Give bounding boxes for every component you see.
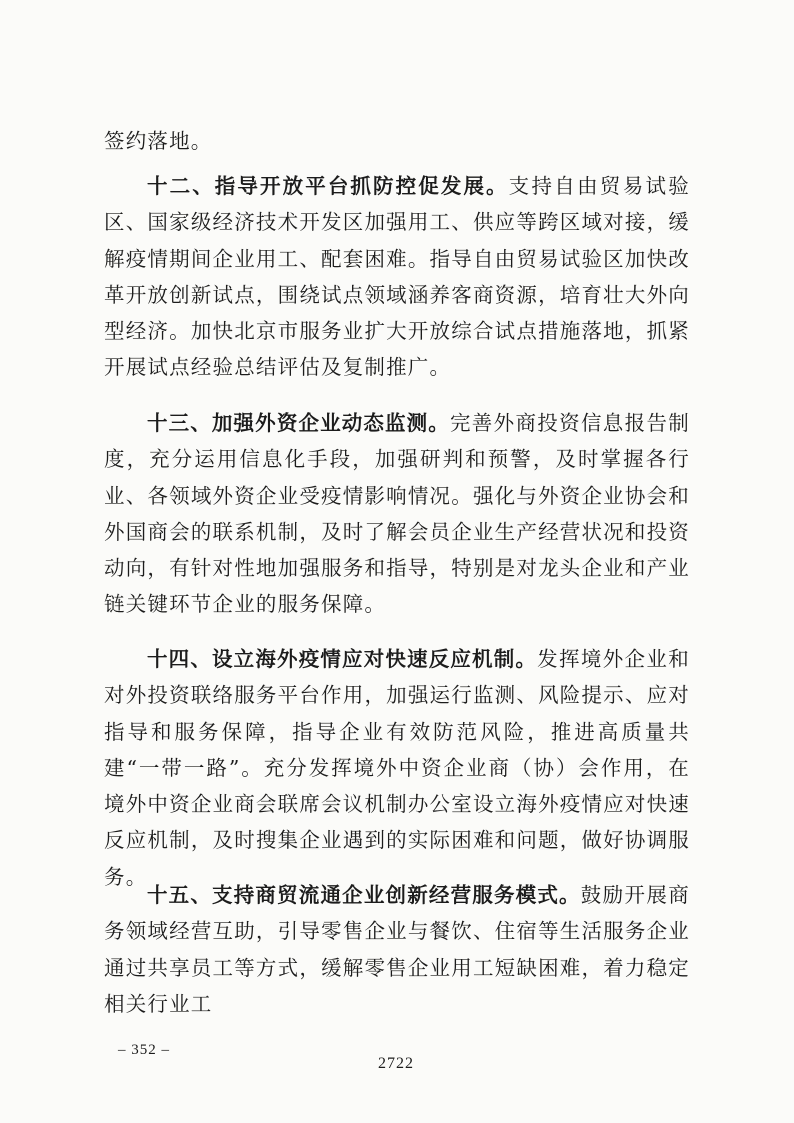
- paragraph-item-14: [104, 641, 690, 895]
- item-12-heading: 十二、指导开放平台抓防控促发展。: [147, 174, 509, 198]
- item-15-text: 鼓励开展商务领域经营互助，引导零售企业与餐饮、住宿等生活服务企业通过共享员工等方式，缓解零售企业用工短缺困难，着力稳定相关行业工: [104, 883, 690, 1016]
- item-12-text: 支持自由贸易试验区、国家级经济技术开发区加强用工、供应等跨区域对接，缓解疫情期间企业用工、配套困难。指导自由贸易试验区加快改革开放创新试点，围绕试点领域涵养客商资源，培育壮大外向型经济。加快北京市服务业扩大开放综合试点措施落地，抓紧开展试点经验总结评估及复制推广。: [104, 174, 690, 380]
- continuation-text: 签约落地。: [104, 129, 213, 153]
- stamp-number: 2722: [378, 1055, 414, 1072]
- paragraph-item-13: [104, 405, 690, 623]
- paragraph-item-15: [104, 877, 690, 1022]
- item-13-text: 完善外商投资信息报告制度，充分运用信息化手段，加强研判和预警，及时掌握各行业、各领域外资企业受疫情影响情况。强化与外资企业协会和外国商会的联系机制，及时了解会员企业生产经营状况和投资动向，有针对性地加强服务和指导，特别是对龙头企业和产业链关键环节企业的服务保障。: [104, 411, 691, 617]
- continuation-paragraph: [104, 123, 690, 159]
- item-14-heading: 十四、设立海外疫情应对快速反应机制。: [147, 647, 538, 671]
- paragraph-item-12: [104, 168, 690, 386]
- item-13-heading: 十三、加强外资企业动态监测。: [147, 411, 450, 435]
- item-15-heading: 十五、支持商贸流通企业创新经营服务模式。: [147, 883, 581, 907]
- page-number: – 352 –: [118, 1042, 170, 1058]
- item-14-text: 发挥境外企业和对外投资联络服务平台作用，加强运行监测、风险提示、应对指导和服务保障，指导企业有效防范风险，推进高质量共建“一带一路”。充分发挥境外中资企业商（协）会作用，在境外中资企业商会联席会议机制办公室设立海外疫情应对快速反应机制，及时搜集企业遇到的实际困难和问题，做好协调服务。: [104, 647, 691, 889]
